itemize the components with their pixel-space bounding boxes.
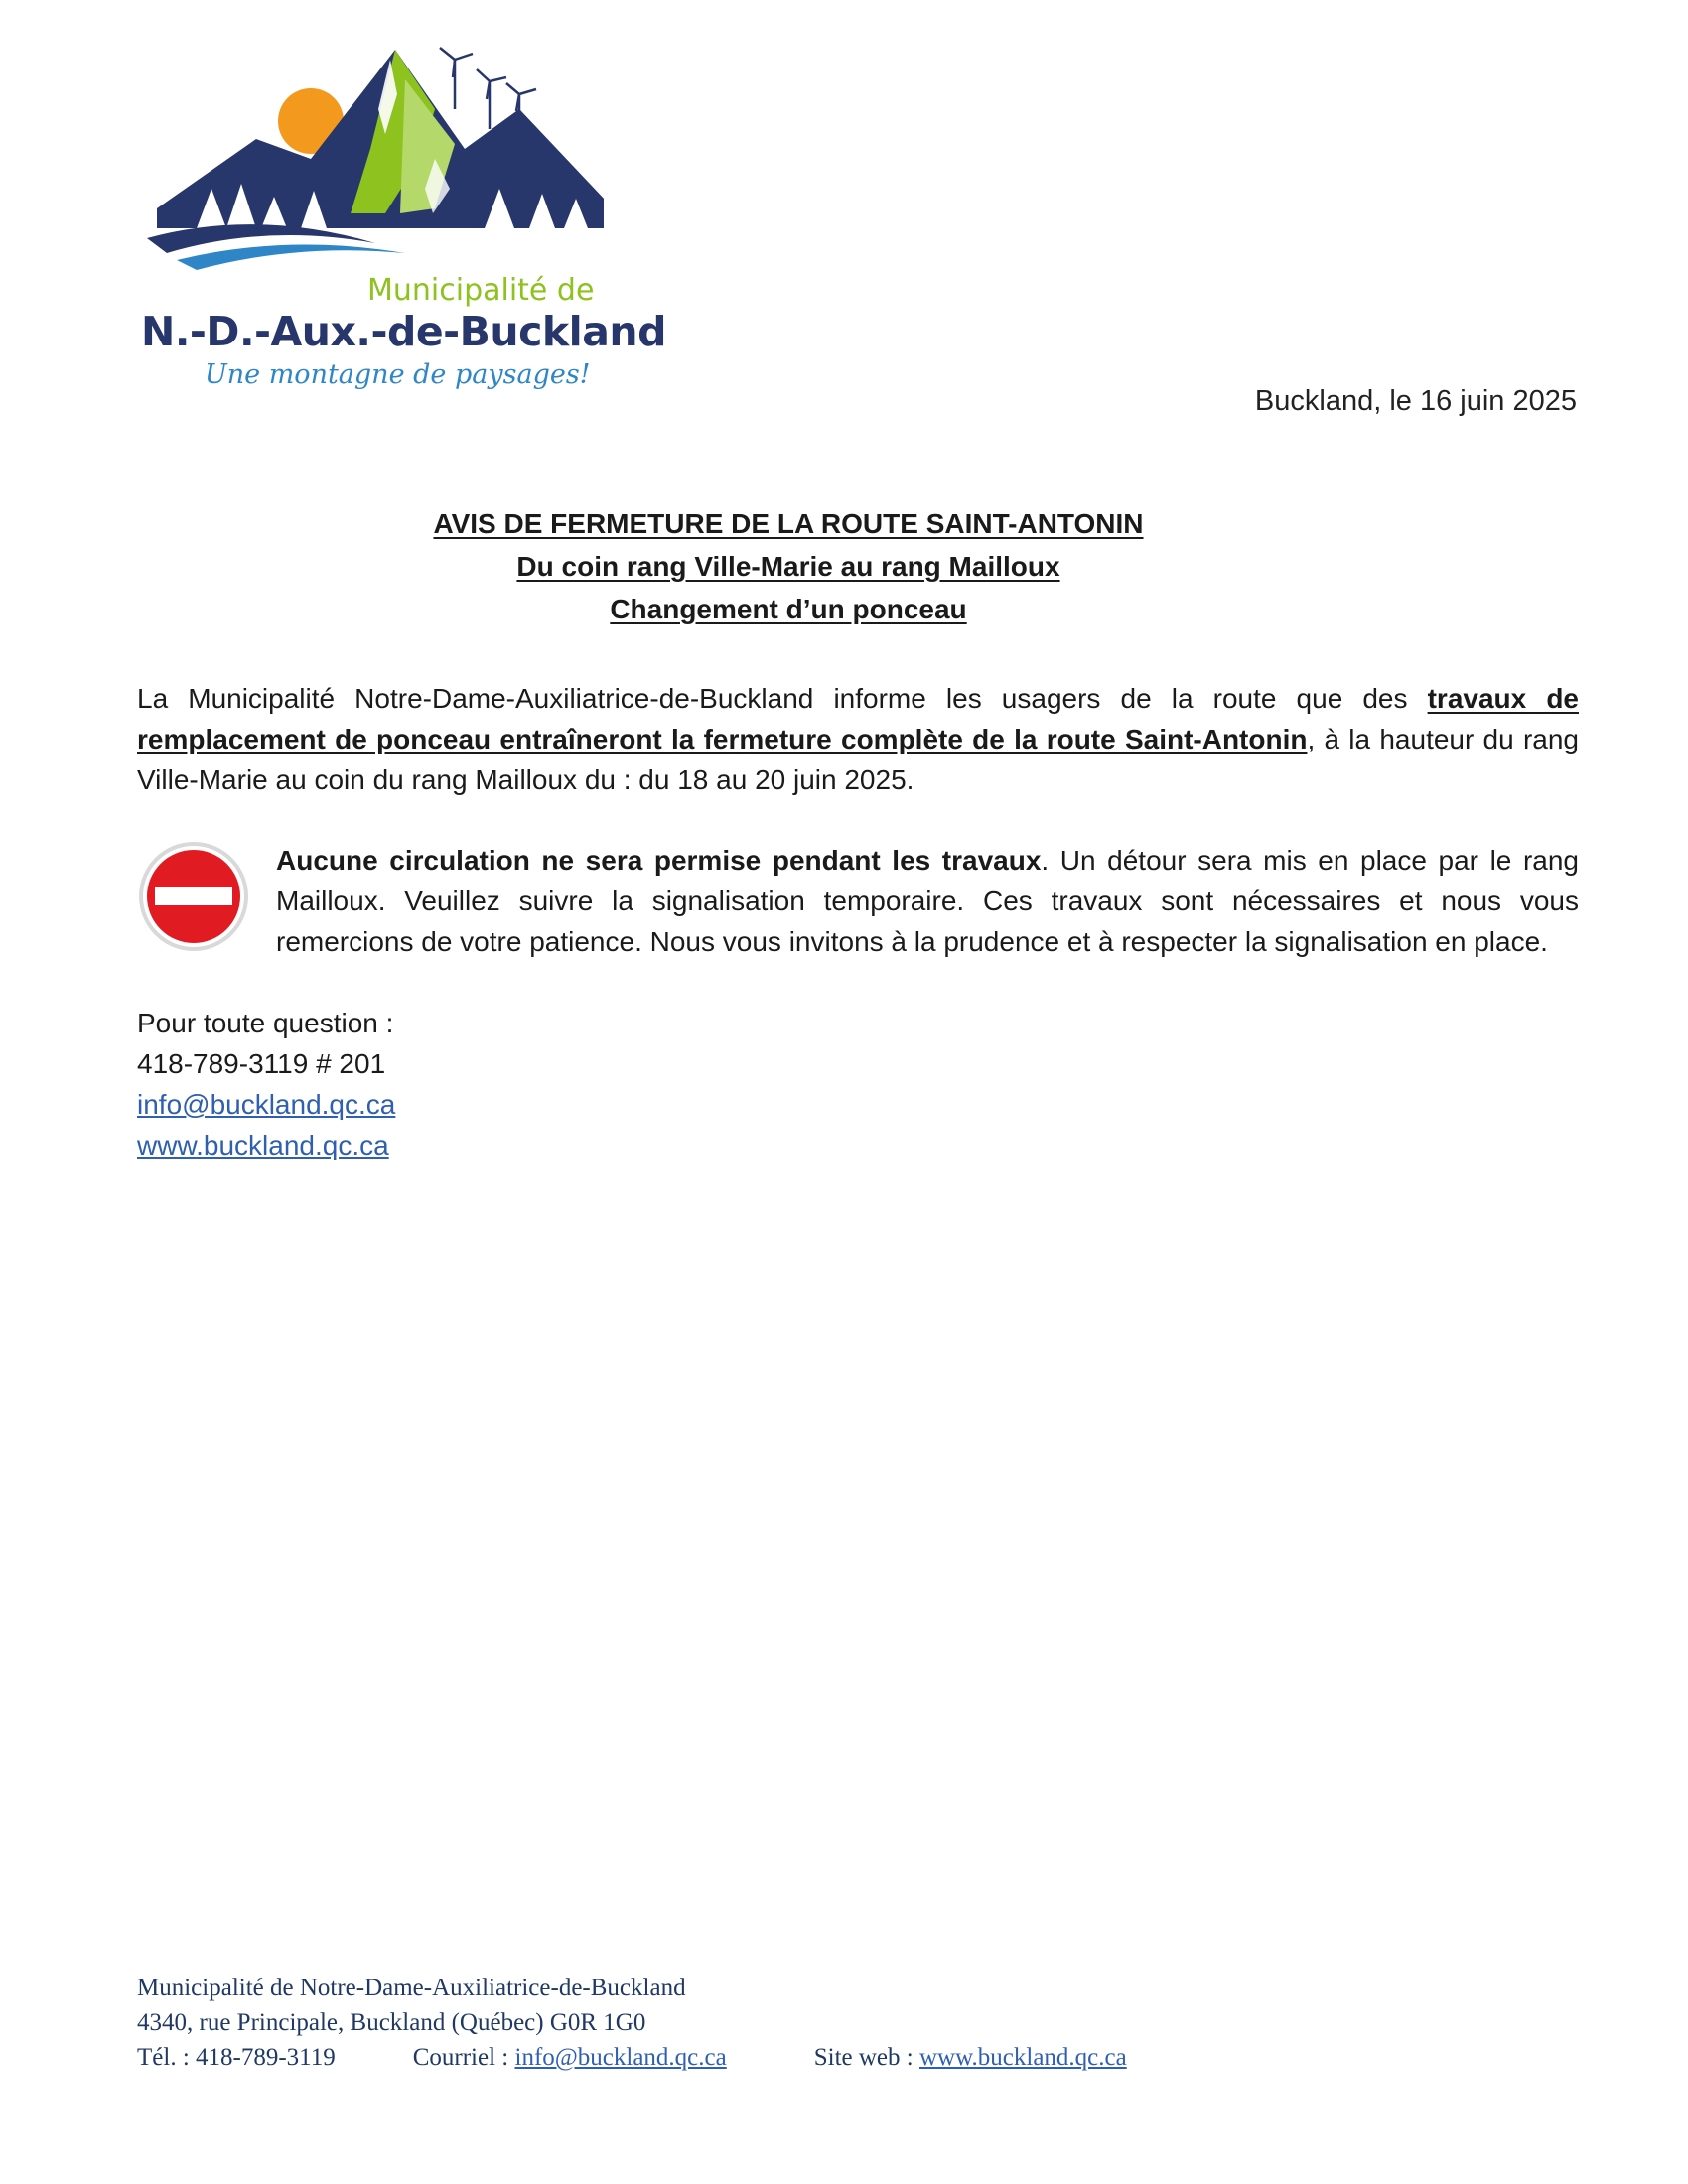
closure-notice	[276, 840, 1579, 962]
municipality-logo	[137, 40, 666, 390]
mountain-wind-turbine-logo	[137, 40, 633, 278]
contact-email-link[interactable]: info@buckland.qc.ca	[137, 1089, 396, 1120]
title-block	[137, 502, 1440, 630]
no-entry-sign-icon	[137, 840, 250, 953]
intro-text: La Municipalité Notre-Dame-Auxiliatrice-de-Buckland informe les usagers de la route que des	[137, 683, 1428, 714]
main-title: AVIS DE FERMETURE DE LA ROUTE SAINT-ANTONIN	[433, 508, 1144, 539]
contact-heading: Pour toute question :	[137, 1008, 394, 1038]
footer-organization: Municipalité de Notre-Dame-Auxiliatrice-de-Buckland	[137, 1975, 686, 2001]
footer-phone: Tél. : 418-789-3119	[137, 2044, 336, 2071]
intro-rest: , à la hauteur du rang Ville-Marie au coin du rang Mailloux du : du 18 au 20 juin 2025.	[137, 724, 1579, 795]
intro-paragraph	[137, 678, 1579, 800]
contact-phone: 418-789-3119 # 201	[137, 1048, 386, 1079]
footer-email-link[interactable]: info@buckland.qc.ca	[514, 2044, 727, 2071]
footer-contact-row	[137, 2040, 1127, 2075]
letterhead-footer	[137, 1971, 1127, 2075]
logo-municipality-name: N.-D.-Aux.-de-Buckland	[141, 308, 666, 355]
contact-block	[137, 1003, 395, 1165]
document-date: Buckland, le 16 juin 2025	[1254, 385, 1577, 417]
footer-address: 4340, rue Principale, Buckland (Québec) G0R 1G0	[137, 2009, 646, 2036]
footer-web-label: Site web :	[813, 2044, 919, 2071]
intro-emphasis: travaux de remplacement de ponceau entraîneront la fermeture complète de la route Saint-Antonin	[137, 683, 1579, 754]
notice-text: . Un détour sera mis en place par le rang Mailloux. Veuillez suivre la signalisation temporaire. Ces travaux sont nécessaires et nous vous remercions de votre patience. Nous vous invitons à la prudence et à respecter la signalisation en place.	[276, 845, 1579, 957]
logo-municipality-label: Municipalité de	[367, 273, 595, 308]
footer-website-link[interactable]: www.buckland.qc.ca	[918, 2044, 1127, 2071]
footer-email-label: Courriel :	[412, 2044, 515, 2071]
subtitle-location: Du coin rang Ville-Marie au rang Mailloux	[516, 551, 1060, 582]
contact-website-link[interactable]: www.buckland.qc.ca	[137, 1130, 389, 1160]
subtitle-reason: Changement d’un ponceau	[610, 594, 967, 624]
logo-tagline: Une montagne de paysages!	[205, 359, 591, 390]
notice-emphasis: Aucune circulation ne sera permise pendant les travaux	[276, 845, 1042, 876]
